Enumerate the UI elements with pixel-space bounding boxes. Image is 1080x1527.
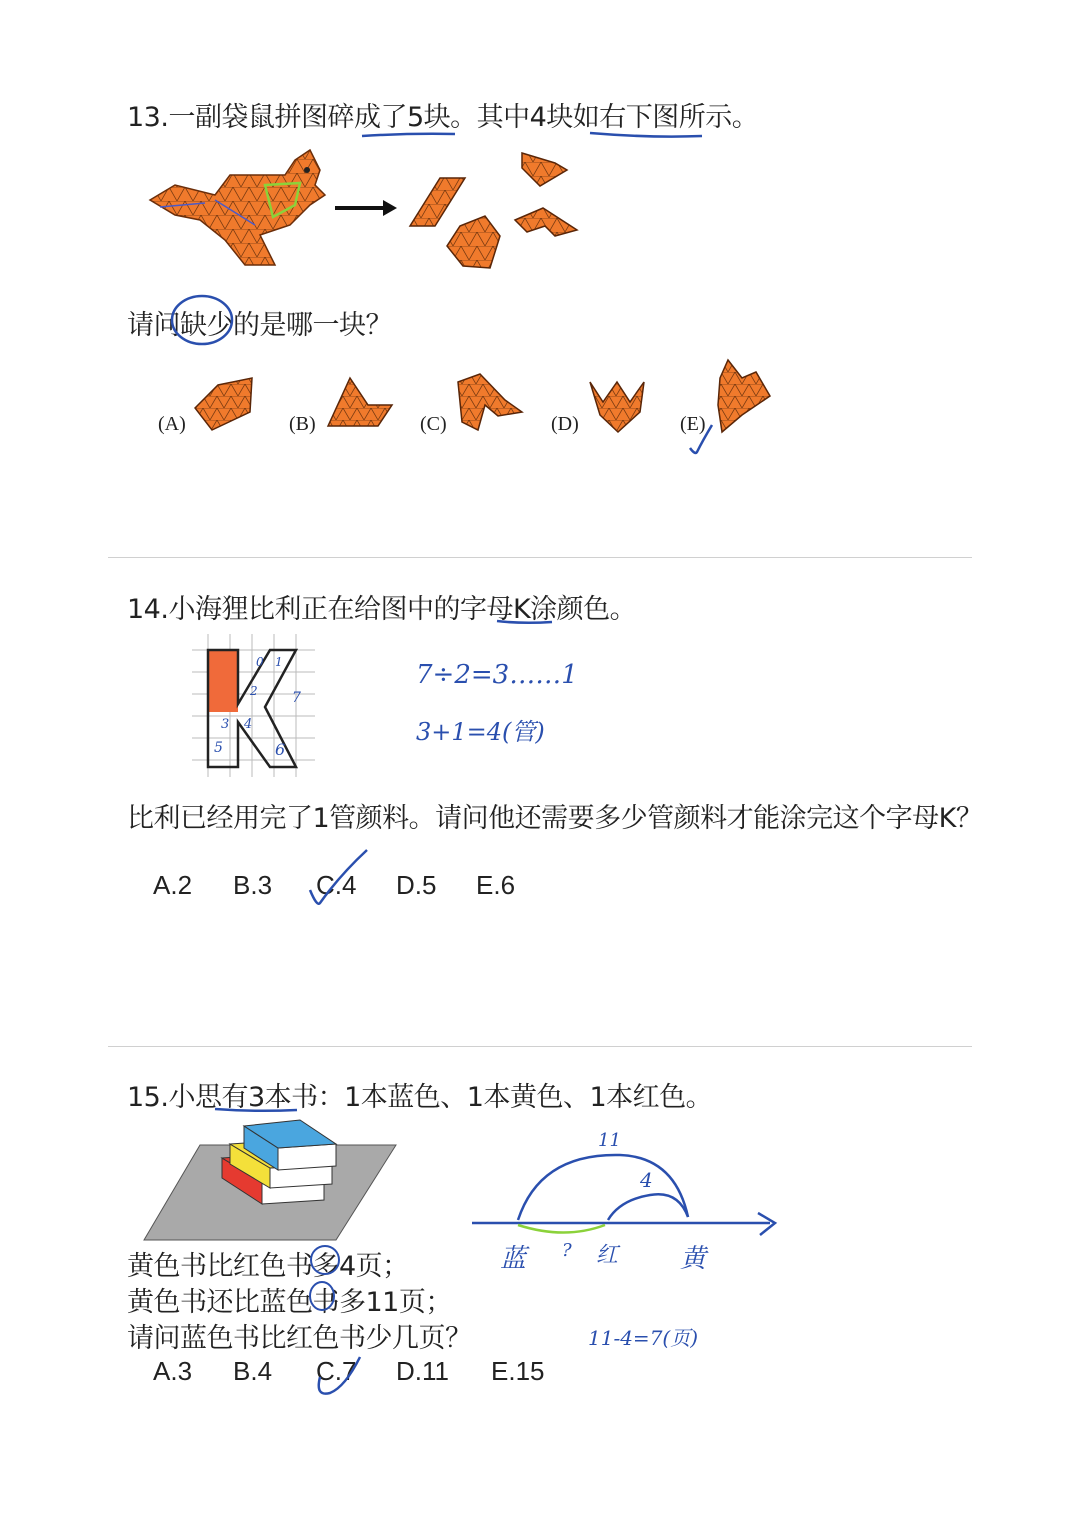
q15-option-d[interactable]: D.11 bbox=[396, 1356, 449, 1386]
q13-option-d-label[interactable]: (D) bbox=[551, 413, 579, 435]
q15-option-a[interactable]: A.3 bbox=[153, 1356, 193, 1386]
q13-option-e-label[interactable]: (E) bbox=[680, 413, 706, 435]
q15-title: 15.小思有3本书：1本蓝色、1本黄色、1本红色。 bbox=[127, 1082, 713, 1113]
q15-line3: 请问蓝色书比红色书少几页？ bbox=[127, 1323, 472, 1354]
k-cell-number-7: 7 bbox=[292, 690, 301, 706]
k-cell-number-5: 5 bbox=[214, 740, 223, 756]
diagram-inner-label: 4 bbox=[640, 1168, 653, 1192]
q14-title: 14.小海狸比利正在给图中的字母K涂颜色。 bbox=[127, 594, 637, 625]
k-cell-number-0: 0 bbox=[256, 655, 264, 669]
q14-option-b[interactable]: B.3 bbox=[233, 870, 273, 900]
q13-option-a-label[interactable]: (A) bbox=[158, 413, 186, 435]
q14-option-a[interactable]: A.2 bbox=[153, 870, 193, 900]
q14-option-e[interactable]: E.6 bbox=[476, 870, 516, 900]
q13-option-b-label[interactable]: (B) bbox=[289, 413, 316, 435]
k-cell-number-6: 6 bbox=[275, 740, 286, 759]
arrow-right-icon bbox=[335, 198, 405, 218]
k-cell-number-4: 4 bbox=[244, 717, 253, 732]
q15-circle-annotations bbox=[300, 1246, 400, 1316]
q13-circle-annotation bbox=[168, 293, 248, 353]
letter-k-grid bbox=[190, 632, 320, 782]
piece-e bbox=[718, 360, 770, 432]
q14-option-d[interactable]: D.5 bbox=[396, 870, 437, 900]
q13-option-c-label[interactable]: (C) bbox=[420, 413, 447, 435]
kangaroo-puzzle-figure bbox=[145, 145, 345, 275]
divider-2 bbox=[108, 1046, 972, 1047]
piece-d bbox=[590, 382, 644, 432]
q13-option-pieces bbox=[0, 360, 1080, 460]
divider-1 bbox=[108, 557, 972, 558]
diagram-label-red: 红 bbox=[596, 1243, 619, 1268]
diagram-label-question: ? bbox=[562, 1240, 572, 1261]
q14-title-underline bbox=[497, 618, 597, 628]
q14-question: 比利已经用完了1管颜料。请问他还需要多少管颜料才能涂完这个字母K？ bbox=[127, 803, 983, 834]
books-on-table-illustration bbox=[140, 1118, 400, 1218]
q15-calculation: 11-4=7(页) bbox=[588, 1326, 699, 1350]
q15-option-c[interactable]: C.7 bbox=[316, 1356, 357, 1386]
q15-line2: 黄色书还比蓝色书多11页； bbox=[127, 1287, 452, 1318]
k-cell-number-3: 3 bbox=[221, 717, 230, 732]
piece-c bbox=[458, 374, 522, 430]
q13-title: 13.一副袋鼠拼图碎成了5块。其中4块如右下图所示。 bbox=[127, 102, 759, 133]
q15-checkmark-icon bbox=[310, 1355, 370, 1405]
q15-title-underline bbox=[215, 1106, 315, 1116]
q14-work-line2: 3+1=4(管) bbox=[416, 718, 545, 746]
q14-work-line1: 7÷2=3……1 bbox=[416, 660, 578, 690]
diagram-label-yellow: 黄 bbox=[680, 1244, 707, 1274]
q14-option-c[interactable]: C.4 bbox=[316, 870, 357, 900]
piece-a bbox=[195, 378, 252, 430]
k-cell-number-1: 1 bbox=[275, 655, 283, 669]
piece-b bbox=[328, 378, 392, 426]
q13-question: 请问缺少的是哪一块？ bbox=[127, 310, 392, 341]
q13-given-pieces bbox=[405, 148, 595, 278]
q14-checkmark-icon bbox=[305, 845, 375, 915]
diagram-total-label: 11 bbox=[598, 1130, 621, 1151]
q15-option-b[interactable]: B.4 bbox=[233, 1356, 273, 1386]
diagram-label-blue: 蓝 bbox=[500, 1244, 527, 1274]
k-cell-number-2: 2 bbox=[250, 684, 258, 698]
q15-line1: 黄色书比红色书多4页； bbox=[127, 1251, 409, 1282]
q15-option-e[interactable]: E.15 bbox=[491, 1356, 545, 1386]
